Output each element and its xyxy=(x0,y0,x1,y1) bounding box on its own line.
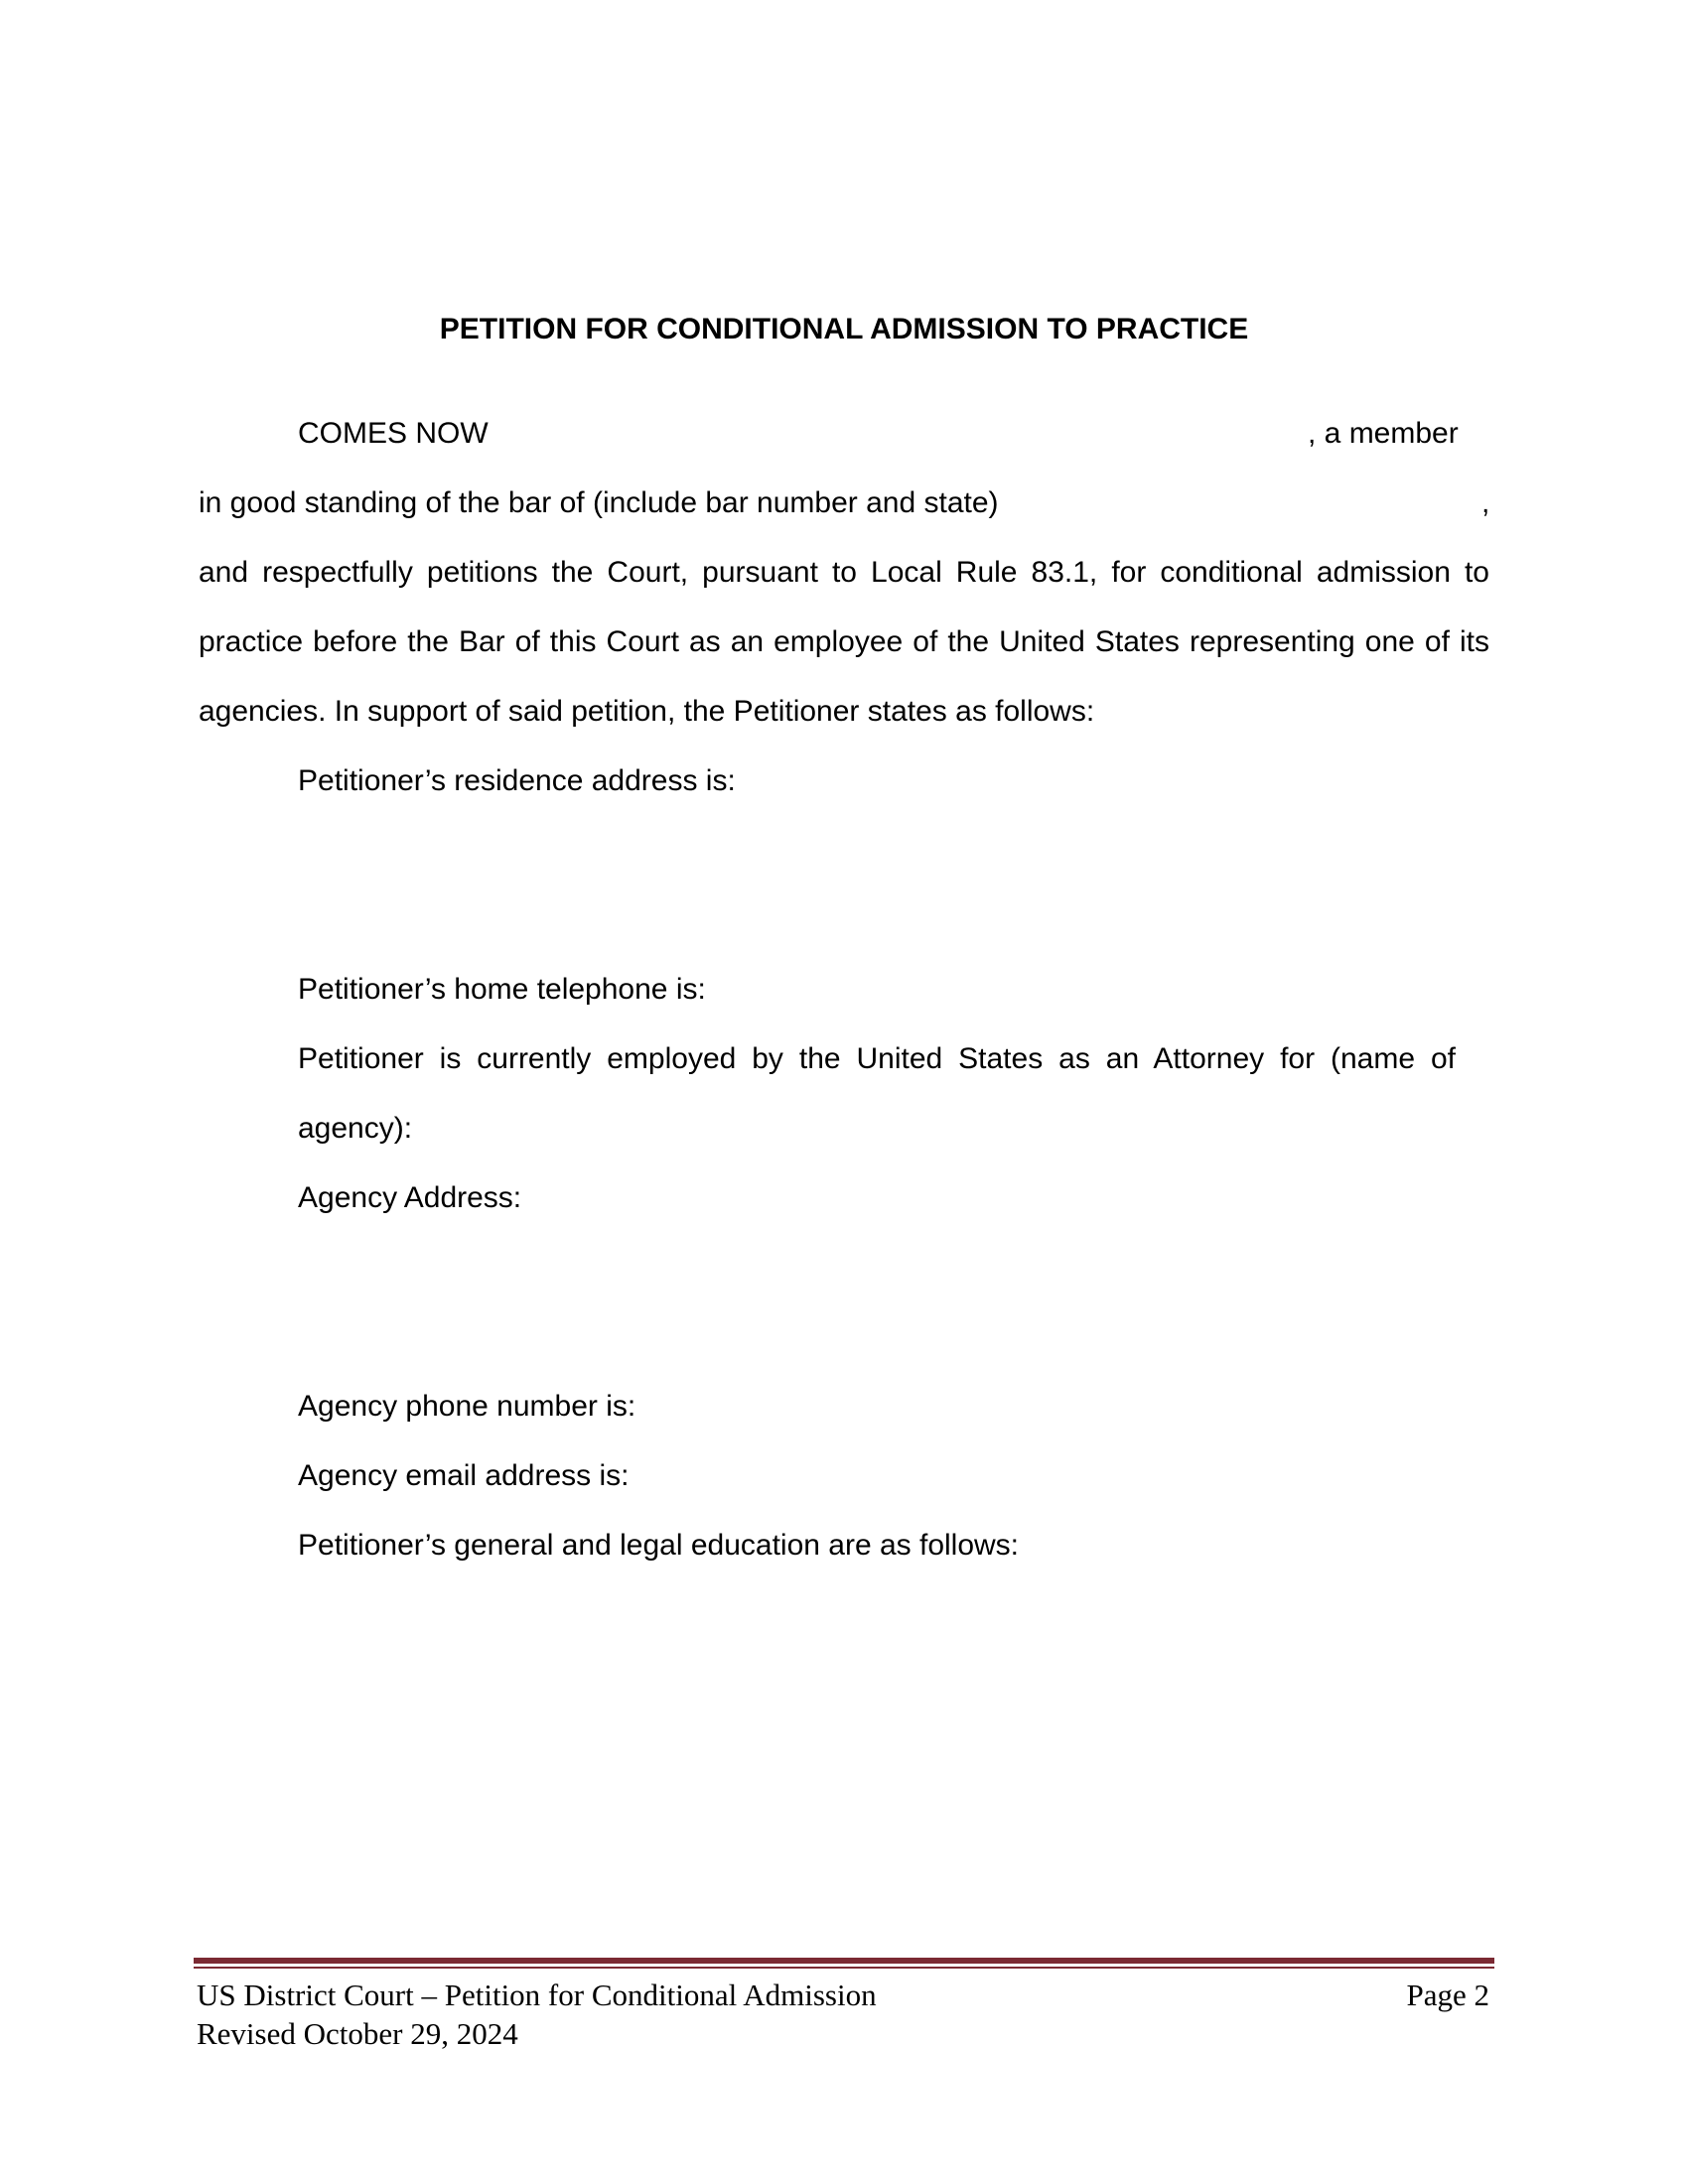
education-label: Petitioner’s general and legal education are as follows: xyxy=(298,1529,1020,1562)
home-telephone-field[interactable] xyxy=(715,970,1489,1010)
agency-name-field[interactable] xyxy=(427,1109,1489,1149)
document-title: PETITION FOR CONDITIONAL ADMISSION TO PRACTICE xyxy=(439,313,1249,345)
education-field[interactable] xyxy=(298,1569,1489,1926)
petition-text-line: and respectfully petitions the Court, pursuant to Local Rule 83.1, for conditional admission to xyxy=(199,556,1489,589)
a-member-text: , a member xyxy=(1308,417,1459,450)
agency-phone-label: Agency phone number is: xyxy=(298,1390,636,1423)
agency-email-field[interactable] xyxy=(645,1456,1489,1496)
bar-number-state-field[interactable] xyxy=(1043,483,1470,523)
agency-email-label: Agency email address is: xyxy=(298,1459,630,1492)
petitioner-name-field[interactable] xyxy=(526,414,1291,454)
home-telephone-label: Petitioner’s home telephone is: xyxy=(298,973,706,1006)
comes-now-text: COMES NOW xyxy=(298,417,489,450)
petition-text-line: practice before the Bar of this Court as an employee of the United States representing one of its xyxy=(199,625,1489,658)
agency-phone-field[interactable] xyxy=(655,1387,1489,1427)
footer-revised-date: Revised October 29, 2024 xyxy=(197,2016,518,2051)
petition-text-line: agencies. In support of said petition, the Petitioner states as follows: xyxy=(199,695,1095,728)
footer-rule xyxy=(194,1958,1494,1970)
residence-address-label: Petitioner’s residence address is: xyxy=(298,764,736,797)
agency-address-label: Agency Address: xyxy=(298,1181,522,1214)
footer-rule-thick xyxy=(194,1958,1494,1964)
employment-label-cont: agency): xyxy=(298,1112,413,1145)
footer-page-number: Page 2 xyxy=(1406,1978,1489,2012)
footer-title-row xyxy=(197,1977,1489,2014)
bar-standing-comma: , xyxy=(1481,486,1490,519)
bar-standing-text: in good standing of the bar of (include bar number and state) xyxy=(199,486,999,519)
agency-address-field[interactable] xyxy=(298,1221,1489,1370)
residence-address-field[interactable] xyxy=(298,804,1489,953)
employment-label: Petitioner is currently employed by the United States as an Attorney for (name of xyxy=(298,1042,1456,1075)
footer-rule-thin xyxy=(194,1967,1494,1969)
footer-court-title: US District Court – Petition for Conditional Admission xyxy=(197,1978,877,2012)
